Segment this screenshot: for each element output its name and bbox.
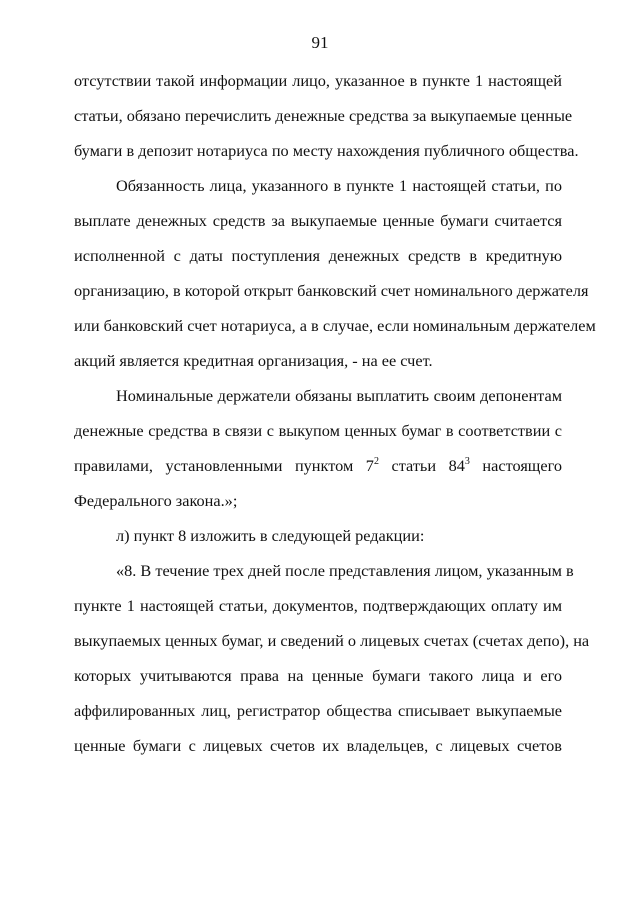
page-number: 91 (311, 33, 329, 52)
text-line: Обязанность лица, указанного в пункте 1 настоящей статьи, по (116, 176, 562, 195)
text-line: ценные бумаги с лицевых счетов их владельцев, с лицевых счетов (74, 736, 562, 755)
superscript: 3 (464, 456, 470, 467)
text-segment: настоящего (469, 456, 562, 475)
superscript: 2 (373, 456, 379, 467)
text-line: пункте 1 настоящей статьи, документов, подтверждающих оплату им (74, 596, 562, 615)
text-line: аффилированных лиц, регистратор общества списывает выкупаемые (74, 701, 562, 720)
text-line: акций является кредитная организация, - на ее счет. (74, 351, 433, 370)
text-segment: статьи 84 (378, 456, 465, 475)
text-line-with-superscripts (74, 456, 562, 476)
text-line: бумаги в депозит нотариуса по месту нахождения публичного общества. (74, 141, 579, 160)
text-line: организацию, в которой открыт банковский счет номинального держателя (74, 281, 589, 300)
text-line: отсутствии такой информации лицо, указанное в пункте 1 настоящей (74, 71, 562, 90)
text-line: выкупаемых ценных бумаг, и сведений о лицевых счетах (счетах депо), на (74, 631, 590, 650)
text-line: Федерального закона.»; (74, 491, 238, 510)
text-line: л) пункт 8 изложить в следующей редакции: (116, 526, 425, 545)
text-segment: правилами, установленными пунктом 7 (74, 456, 374, 475)
text-line: «8. В течение трех дней после представления лицом, указанным в (116, 561, 574, 580)
text-line: которых учитываются права на ценные бумаги такого лица и его (74, 666, 562, 685)
text-line: Номинальные держатели обязаны выплатить своим депонентам (116, 386, 562, 405)
text-line: исполненной с даты поступления денежных средств в кредитную (74, 246, 562, 265)
text-line: выплате денежных средств за выкупаемые ценные бумаги считается (74, 211, 562, 230)
text-line: или банковский счет нотариуса, а в случае, если номинальным держателем (74, 316, 596, 335)
text-line: статьи, обязано перечислить денежные средства за выкупаемые ценные (74, 106, 573, 125)
text-line: денежные средства в связи с выкупом ценных бумаг в соответствии с (74, 421, 562, 440)
